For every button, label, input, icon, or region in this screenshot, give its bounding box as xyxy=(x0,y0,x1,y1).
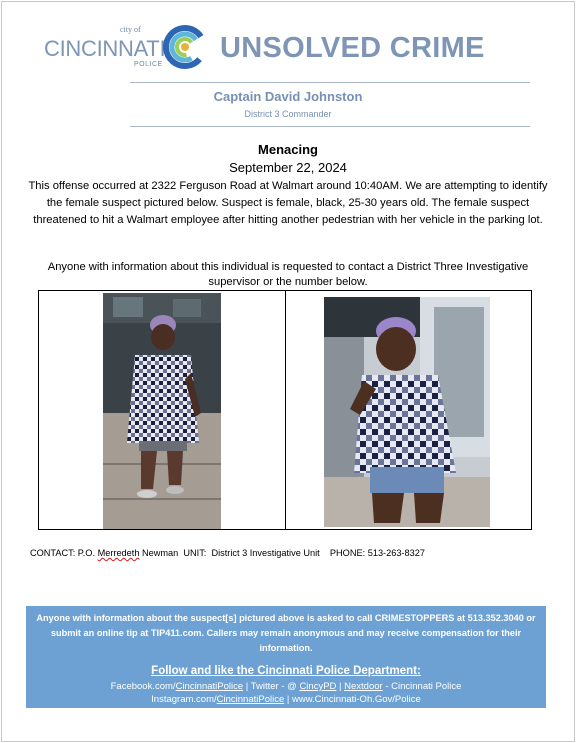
facebook-link[interactable]: CincinnatiPolice xyxy=(175,681,244,692)
contact-officer-first: Merredeth xyxy=(97,548,140,558)
contact-phone: 513-263-8327 xyxy=(367,548,425,558)
logo-city-of: city of xyxy=(120,25,141,34)
header-rule-bottom xyxy=(130,126,530,127)
contact-unit: District 3 Investigative Unit xyxy=(211,548,320,558)
contact-phone-label: PHONE: xyxy=(329,548,366,558)
crime-date: September 22, 2024 xyxy=(229,160,347,175)
crime-narrative: This offense occurred at 2322 Ferguson Road at Walmart around 10:40AM. We are attempting to identify the female suspect pictured below. Suspect is female, black, 25-30 years old. The female suspect threatened to hit a Walmart employee after hitting another pedestrian with her vehicle in the parking lot. xyxy=(28,180,548,226)
photo-cell-left xyxy=(39,291,285,529)
commander-title: District 3 Commander xyxy=(244,109,332,119)
crimestoppers-footer xyxy=(26,606,546,708)
crime-appeal: Anyone with information about this individual is requested to contact a District Three Investigative supervisor or the number below. xyxy=(47,261,529,288)
twitter-separator: | Twitter - @ xyxy=(243,681,300,692)
facebook-prefix: Facebook.com/ xyxy=(110,681,176,692)
instagram-prefix: Instagram.com/ xyxy=(151,694,217,705)
contact-line xyxy=(30,548,425,558)
instagram-link[interactable]: CincinnatiPolice xyxy=(216,694,285,705)
crime-type: Menacing xyxy=(258,142,318,157)
headline-unsolved-crime: UNSOLVED CRIME xyxy=(220,32,485,64)
contact-label: CONTACT: P.O. xyxy=(30,548,95,558)
footer-follow-heading: Follow and like the Cincinnati Police Department: xyxy=(151,665,421,677)
footer-social-line-2 xyxy=(26,694,546,705)
twitter-link[interactable]: CincyPD xyxy=(299,681,337,692)
suspect-photo-2 xyxy=(324,297,490,527)
website-link[interactable]: | www.Cincinnati-Oh.Gov/Police xyxy=(284,694,421,705)
logo-police: POLICE xyxy=(134,61,163,68)
footer-social-line-1 xyxy=(26,681,546,692)
logo-city-name: CINCINNATI xyxy=(44,36,166,61)
cincinnati-police-logo xyxy=(44,24,214,74)
contact-officer-last: Newman xyxy=(142,548,179,558)
suspect-photo-table xyxy=(38,290,532,530)
logo-c-swirl-icon xyxy=(162,24,208,70)
nextdoor-suffix: - Cincinnati Police xyxy=(382,681,462,692)
nextdoor-link[interactable]: Nextdoor xyxy=(344,681,383,692)
footer-tips: Anyone with information about the suspect[s] pictured above is asked to call CRIMESTOPPERS at 513.352.3040 or submit an online tip at TIP411.com. Callers may remain anonymous and may receive compensation for their information. xyxy=(36,613,536,653)
contact-unit-label: UNIT: xyxy=(183,548,207,558)
photo-cell-right xyxy=(285,291,532,529)
suspect-photo-1 xyxy=(103,293,221,529)
nextdoor-separator: | xyxy=(336,681,345,692)
captain-name: Captain David Johnston xyxy=(213,89,363,104)
header-rule-top xyxy=(130,82,530,83)
